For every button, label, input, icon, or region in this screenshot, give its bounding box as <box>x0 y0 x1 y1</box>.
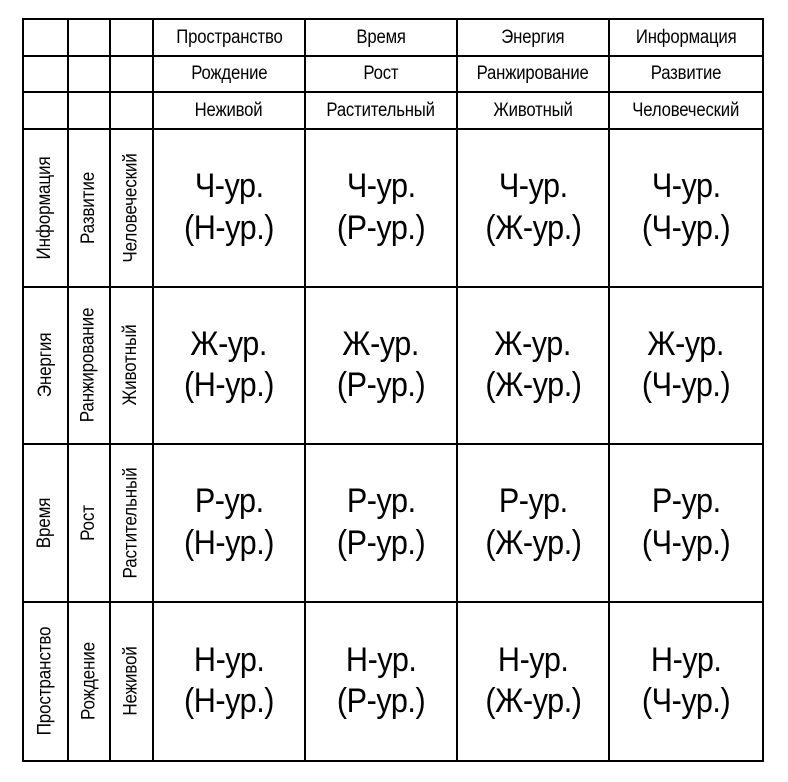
column-header-level3: Растительный <box>326 99 436 121</box>
matrix-cell <box>458 445 610 603</box>
column-header-level2: Ранжирование <box>476 63 590 84</box>
cell-sublevel: (Ч-ур.) <box>641 682 731 721</box>
matrix-cell <box>306 445 458 603</box>
column-header-cell <box>154 20 306 57</box>
cell-sublevel: (Ж-ур.) <box>484 208 582 247</box>
column-header-cell <box>610 20 762 57</box>
matrix-cell <box>610 445 762 603</box>
row-header-text: Человеческий <box>120 153 142 263</box>
cell-level: Р-ур. <box>498 482 568 521</box>
row-header-cell <box>69 445 111 603</box>
row-header-text: Рождение <box>78 642 100 721</box>
column-header-level1: Информация <box>635 26 737 48</box>
row-header-level1 <box>35 329 57 401</box>
matrix-cell <box>458 288 610 446</box>
corner-cell <box>69 20 111 57</box>
row-header-text: Неживой <box>120 646 142 716</box>
row-header-level2 <box>78 168 100 248</box>
row-header-level2 <box>78 638 100 725</box>
column-header-cell <box>306 20 458 57</box>
column-header-cell <box>610 57 762 93</box>
cell-sublevel: (Р-ур.) <box>336 366 426 405</box>
column-header-level2: Развитие <box>650 63 722 84</box>
corner-cell <box>111 93 154 130</box>
cell-sublevel: (Р-ур.) <box>336 208 426 247</box>
row-header-cell <box>24 603 69 761</box>
cell-sublevel: (Ж-ур.) <box>484 366 582 405</box>
cell-sublevel: (Н-ур.) <box>184 366 274 405</box>
cell-sublevel: (Ч-ур.) <box>641 208 731 247</box>
column-header-cell <box>458 20 610 57</box>
column-header-level1: Энергия <box>501 26 565 48</box>
row-header-text: Информация <box>34 156 56 260</box>
row-header-level3 <box>121 320 143 410</box>
cell-sublevel: (Ч-ур.) <box>641 366 731 405</box>
matrix-cell <box>610 288 762 446</box>
row-header-level1 <box>35 151 57 265</box>
corner-cell <box>69 93 111 130</box>
matrix-cell <box>610 130 762 288</box>
row-header-level3 <box>121 147 143 268</box>
column-header-level1: Пространство <box>175 26 283 48</box>
cell-level: Р-ур. <box>651 482 721 521</box>
cell-level: Ж-ур. <box>342 324 420 363</box>
matrix-cell <box>306 130 458 288</box>
cell-level: Н-ур. <box>497 640 569 679</box>
cell-sublevel: (Н-ур.) <box>184 682 274 721</box>
row-header-level2 <box>78 302 100 429</box>
row-header-cell <box>24 288 69 446</box>
cell-sublevel: (Н-ур.) <box>184 523 274 562</box>
column-header-level2: Рождение <box>190 63 268 84</box>
cell-sublevel: (Ж-ур.) <box>484 682 582 721</box>
row-header-level1 <box>35 495 57 551</box>
corner-cell <box>24 20 69 57</box>
column-header-level3: Человеческий <box>632 99 740 121</box>
row-header-cell <box>69 130 111 288</box>
row-header-level1 <box>35 621 57 742</box>
cell-level: Ч-ур. <box>498 167 568 206</box>
row-header-level3 <box>121 643 143 720</box>
row-header-cell <box>24 445 69 603</box>
corner-cell <box>111 20 154 57</box>
row-header-cell <box>24 130 69 288</box>
row-header-text: Растительный <box>120 467 142 579</box>
matrix-cell <box>306 288 458 446</box>
row-header-text: Энергия <box>34 332 56 398</box>
corner-cell <box>111 57 154 93</box>
cell-level: Ж-ур. <box>190 324 268 363</box>
cell-level: Ж-ур. <box>494 324 572 363</box>
row-header-level2 <box>78 503 100 543</box>
matrix-cell <box>154 603 306 761</box>
row-header-cell <box>69 288 111 446</box>
column-header-level1: Время <box>356 26 406 48</box>
levels-matrix <box>22 18 764 762</box>
cell-level: Н-ур. <box>650 640 722 679</box>
row-header-cell <box>111 603 154 761</box>
corner-cell <box>24 57 69 93</box>
column-header-level2: Рост <box>363 63 399 84</box>
matrix-cell <box>154 288 306 446</box>
cell-level: Ч-ур. <box>346 167 416 206</box>
cell-level: Н-ур. <box>193 640 265 679</box>
matrix-cell <box>306 603 458 761</box>
cell-level: Ч-ур. <box>194 167 264 206</box>
column-header-cell <box>306 57 458 93</box>
matrix-cell <box>458 603 610 761</box>
row-header-text: Развитие <box>78 171 100 244</box>
row-header-level3 <box>121 461 143 584</box>
row-header-text: Животный <box>120 324 142 406</box>
column-header-cell <box>154 93 306 130</box>
corner-cell <box>24 93 69 130</box>
cell-level: Р-ур. <box>346 482 416 521</box>
cell-sublevel: (Р-ур.) <box>336 682 426 721</box>
row-header-text: Ранжирование <box>78 307 99 423</box>
column-header-cell <box>154 57 306 93</box>
row-header-cell <box>111 445 154 603</box>
row-header-text: Пространство <box>34 626 56 736</box>
column-header-cell <box>610 93 762 130</box>
cell-sublevel: (Н-ур.) <box>184 208 274 247</box>
column-header-cell <box>306 93 458 130</box>
cell-sublevel: (Ч-ур.) <box>641 523 731 562</box>
cell-level: Ж-ур. <box>647 324 725 363</box>
row-header-cell <box>69 603 111 761</box>
column-header-cell <box>458 57 610 93</box>
matrix-cell <box>154 445 306 603</box>
row-header-cell <box>111 288 154 446</box>
corner-cell <box>69 57 111 93</box>
cell-level: Ч-ур. <box>651 167 721 206</box>
matrix-cell <box>154 130 306 288</box>
cell-level: Р-ур. <box>194 482 264 521</box>
column-header-level3: Животный <box>493 99 573 121</box>
row-header-text: Время <box>34 497 56 549</box>
matrix-cell <box>458 130 610 288</box>
cell-sublevel: (Ж-ур.) <box>484 523 582 562</box>
cell-sublevel: (Р-ур.) <box>336 523 426 562</box>
column-header-cell <box>458 93 610 130</box>
cell-level: Н-ур. <box>345 640 417 679</box>
column-header-level3: Неживой <box>195 99 263 121</box>
row-header-text: Рост <box>78 504 99 541</box>
matrix-cell <box>610 603 762 761</box>
row-header-cell <box>111 130 154 288</box>
